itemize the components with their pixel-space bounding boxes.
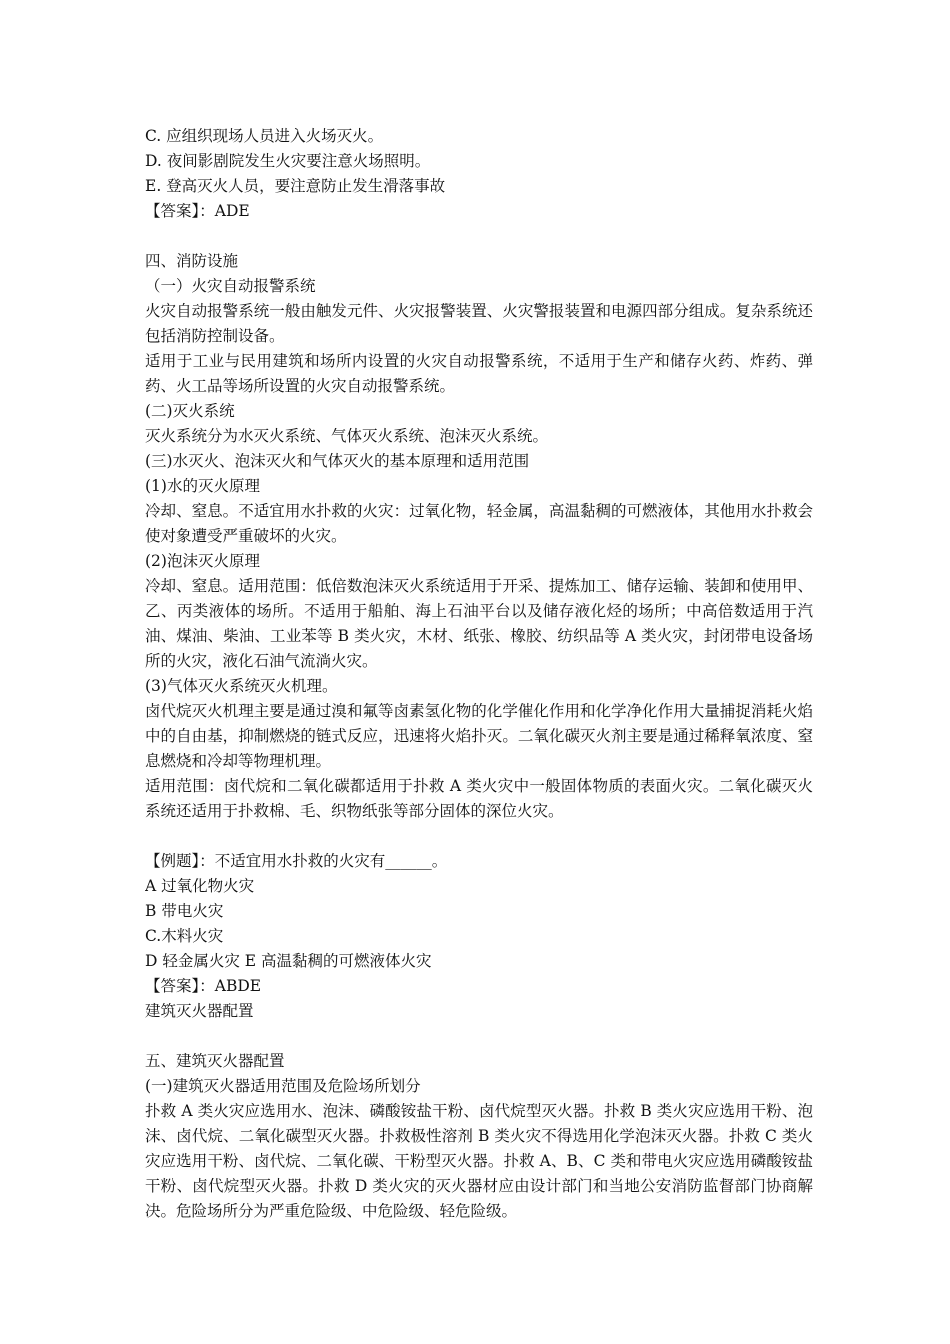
example-option-b: B 带电火灾	[145, 902, 224, 920]
subsection-3-title: (3)气体灭火系统灭火机理。	[145, 677, 338, 695]
example-option-c: C.木料火灾	[145, 927, 224, 945]
section-4-2-paragraph: 灭火系统分为水灭火系统、气体灭火系统、泡沫灭火系统。	[145, 427, 549, 445]
subsection-1-paragraph: 冷却、窒息。不适宜用水扑救的火灾：过氧化物，轻金属，高温黏稠的可燃液体，其他用水扑救会使对象遭受严重破坏的火灾。	[145, 502, 813, 545]
subsection-3-paragraph-2: 适用范围：卤代烷和二氧化碳都适用于扑救 A 类火灾中一般固体物质的表面火灾。二氧化碳灭火系统还适用于扑救棉、毛、织物纸张等部分固体的深位火灾。	[145, 777, 813, 820]
section-5-1-paragraph: 扑救 A 类火灾应选用水、泡沫、磷酸铵盐干粉、卤代烷型灭火器。扑救 B 类火灾应选用干粉、泡沫、卤代烷、二氧化碳型灭火器。扑救极性溶剂 B 类火灾不得选用化学泡沫灭火器。扑救 C 类火灾应选用干粉、卤代烷、二氧化碳、干粉型灭火器。扑救 A、B、C 类和带电火灾应选用磷酸铵盐干粉、卤代烷型灭火器。扑救 D 类火灾的灭火器材应由设计部门和当地公安消防监督部门协商解决。危险场所分为严重危险级、中危险级、轻危险级。	[145, 1102, 813, 1220]
spacer	[145, 1024, 813, 1049]
after-answer-text: 建筑灭火器配置	[145, 1002, 254, 1020]
answer-1: 【答案】：ADE	[145, 202, 250, 220]
section-4-3-title: (三)水灭火、泡沫灭火和气体灭火的基本原理和适用范围	[145, 452, 530, 470]
section-4-1-paragraph-2: 适用于工业与民用建筑和场所内设置的火灾自动报警系统，不适用于生产和储存火药、炸药、弹药、火工品等场所设置的火灾自动报警系统。	[145, 352, 813, 395]
section-5-1-title: (一)建筑灭火器适用范围及危险场所划分	[145, 1077, 421, 1095]
example-question: 【例题】：不适宜用水扑救的火灾有______。	[145, 852, 448, 870]
answer-2: 【答案】：ABDE	[145, 977, 262, 995]
subsection-1-title: (1)水的灭火原理	[145, 477, 260, 495]
subsection-2-title: (2)泡沫灭火原理	[145, 552, 260, 570]
section-5-title: 五、建筑灭火器配置	[145, 1052, 285, 1070]
spacer	[145, 224, 813, 249]
section-4-1-paragraph-1: 火灾自动报警系统一般由触发元件、火灾报警装置、火灾警报装置和电源四部分组成。复杂系统还包括消防控制设备。	[145, 302, 813, 345]
option-e: E. 登高灭火人员，要注意防止发生滑落事故	[145, 177, 446, 195]
section-4-1-title: （一）火灾自动报警系统	[145, 277, 316, 295]
option-d: D. 夜间影剧院发生火灾要注意火场照明。	[145, 152, 431, 170]
option-c: C. 应组织现场人员进入火场灭火。	[145, 127, 384, 145]
subsection-2-paragraph: 冷却、窒息。适用范围：低倍数泡沫灭火系统适用于开采、提炼加工、储存运输、装卸和使用甲、乙、丙类液体的场所。不适用于船舶、海上石油平台以及储存液化烃的场所；中高倍数适用于汽油、煤油、柴油、工业苯等 B 类火灾，木材、纸张、橡胶、纺织品等 A 类火灾，封闭带电设备场所的火灾，液化石油气流淌火灾。	[145, 577, 813, 670]
subsection-3-paragraph-1: 卤代烷灭火机理主要是通过溴和氟等卤素氢化物的化学催化作用和化学净化作用大量捕捉消耗火焰中的自由基，抑制燃烧的链式反应，迅速将火焰扑灭。二氧化碳灭火剂主要是通过稀释氧浓度、窒息燃烧和冷却等物理机理。	[145, 702, 813, 770]
section-4-title: 四、消防设施	[145, 252, 239, 270]
example-option-de: D 轻金属火灾 E 高温黏稠的可燃液体火灾	[145, 952, 432, 970]
example-option-a: A 过氧化物火灾	[145, 877, 255, 895]
document-page	[145, 124, 813, 1224]
section-4-2-title: (二)灭火系统	[145, 402, 235, 420]
spacer	[145, 824, 813, 849]
